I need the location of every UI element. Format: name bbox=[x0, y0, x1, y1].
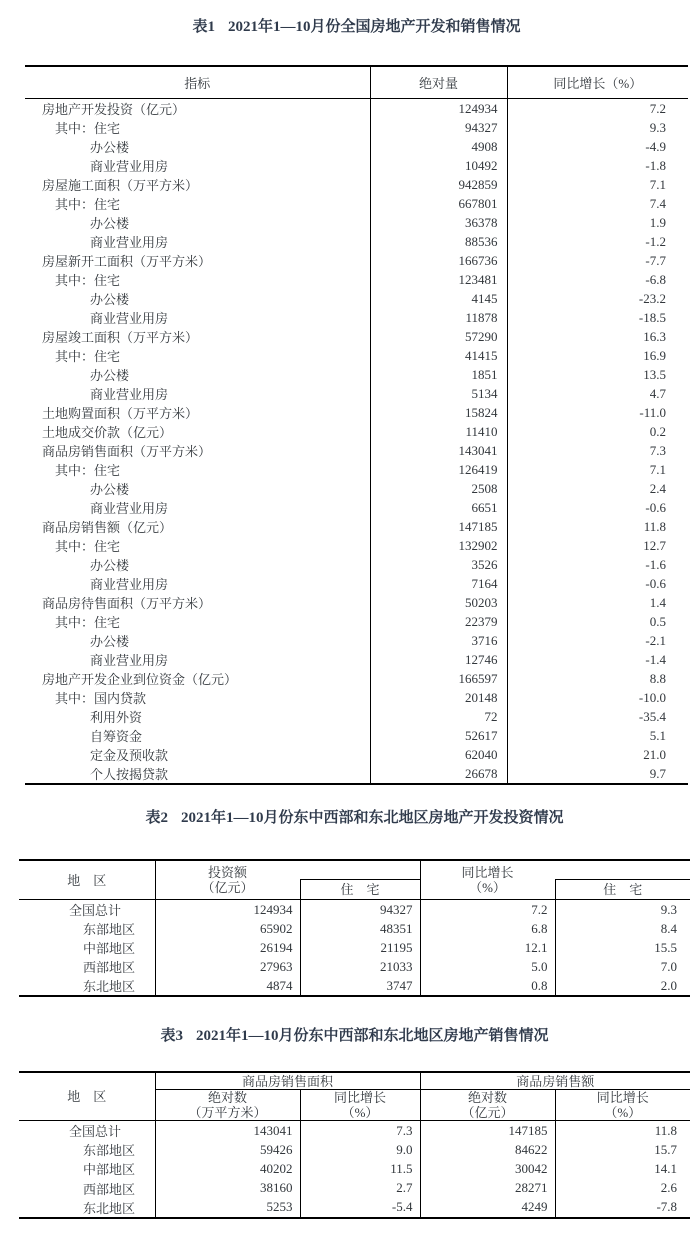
growth-label: 同比增长 bbox=[596, 1090, 649, 1105]
abs-label: 绝对数 bbox=[468, 1090, 508, 1105]
cell-area_growth: -5.4 bbox=[300, 1198, 420, 1217]
cell-region: 西部地区 bbox=[83, 960, 136, 975]
cell-abs: 132902 bbox=[370, 536, 507, 555]
cell-abs: 667801 bbox=[370, 194, 507, 213]
cell-label: 商品房待售面积（万平方米） bbox=[42, 596, 212, 611]
cell-amount_growth: 11.8 bbox=[555, 1121, 690, 1141]
table-row bbox=[25, 669, 688, 688]
table3-body bbox=[19, 1121, 690, 1217]
cell-label: 商业营业用房 bbox=[90, 311, 169, 326]
cell-inv_residential: 94327 bbox=[300, 900, 420, 920]
table3-title bbox=[19, 1024, 690, 1045]
cell-abs: 126419 bbox=[370, 460, 507, 479]
table-row bbox=[25, 251, 688, 270]
cell-abs: 15824 bbox=[370, 403, 507, 422]
table-row bbox=[25, 346, 688, 365]
investment-label: 投资额 bbox=[207, 865, 247, 880]
table-row bbox=[25, 498, 688, 517]
cell-abs: 12746 bbox=[370, 650, 507, 669]
cell-label: 其中：住宅 bbox=[55, 463, 121, 478]
table2 bbox=[19, 859, 690, 997]
table-row bbox=[25, 517, 688, 536]
cell-amount_abs: 30042 bbox=[420, 1159, 555, 1178]
cell-growth_residential: 8.4 bbox=[555, 919, 690, 938]
cell-abs: 123481 bbox=[370, 270, 507, 289]
cell-label: 其中：住宅 bbox=[55, 539, 121, 554]
cell-area_abs: 5253 bbox=[155, 1198, 300, 1217]
cell-abs: 57290 bbox=[370, 327, 507, 346]
cell-abs: 3716 bbox=[370, 631, 507, 650]
table2-header-spacer-2 bbox=[555, 861, 690, 880]
cell-growth: 12.1 bbox=[420, 938, 555, 957]
cell-label: 其中：国内贷款 bbox=[55, 691, 147, 706]
cell-region: 东部地区 bbox=[83, 922, 136, 937]
cell-area_growth: 11.5 bbox=[300, 1159, 420, 1178]
cell-growth_residential: 9.3 bbox=[555, 900, 690, 920]
cell-growth_residential: 7.0 bbox=[555, 957, 690, 976]
cell-growth: 9.7 bbox=[507, 764, 688, 783]
cell-growth: 8.8 bbox=[507, 669, 688, 688]
table1-title bbox=[25, 15, 688, 36]
table-row bbox=[25, 650, 688, 669]
cell-abs: 147185 bbox=[370, 517, 507, 536]
cell-growth: 6.8 bbox=[420, 919, 555, 938]
table1-header-indicator: 指标 bbox=[25, 67, 370, 99]
cell-label: 其中：住宅 bbox=[55, 615, 121, 630]
cell-label: 商业营业用房 bbox=[90, 501, 169, 516]
cell-growth: 7.2 bbox=[420, 900, 555, 920]
cell-abs: 3526 bbox=[370, 555, 507, 574]
cell-label: 办公楼 bbox=[90, 368, 130, 383]
cell-label: 办公楼 bbox=[90, 482, 130, 497]
cell-label: 办公楼 bbox=[90, 634, 130, 649]
cell-abs: 41415 bbox=[370, 346, 507, 365]
table-row bbox=[25, 612, 688, 631]
cell-label: 办公楼 bbox=[90, 558, 130, 573]
cell-label: 房地产开发企业到位资金（亿元） bbox=[42, 672, 238, 687]
table-row bbox=[19, 1179, 690, 1198]
cell-investment: 4874 bbox=[155, 976, 300, 995]
cell-growth: 2.4 bbox=[507, 479, 688, 498]
cell-label: 土地购置面积（万平方米） bbox=[42, 406, 199, 421]
table-row bbox=[25, 707, 688, 726]
cell-growth: -0.6 bbox=[507, 498, 688, 517]
table3-header-amount-growth bbox=[555, 1090, 690, 1121]
cell-area_growth: 7.3 bbox=[300, 1121, 420, 1141]
cell-label: 商业营业用房 bbox=[90, 577, 169, 592]
table-row bbox=[19, 1140, 690, 1159]
table2-header-region: 地 区 bbox=[19, 861, 155, 900]
table-row bbox=[25, 536, 688, 555]
cell-growth: -1.8 bbox=[507, 156, 688, 175]
cell-abs: 124934 bbox=[370, 99, 507, 119]
cell-label: 办公楼 bbox=[90, 216, 130, 231]
cell-label: 办公楼 bbox=[90, 140, 130, 155]
table3-header-sales-area-group: 商品房销售面积 bbox=[155, 1073, 420, 1090]
cell-growth: 0.2 bbox=[507, 422, 688, 441]
cell-label: 自筹资金 bbox=[90, 729, 143, 744]
cell-abs: 942859 bbox=[370, 175, 507, 194]
table-row bbox=[19, 919, 690, 938]
cell-inv_residential: 3747 bbox=[300, 976, 420, 995]
table2-header-residential-2: 住 宅 bbox=[555, 880, 690, 900]
cell-amount_abs: 147185 bbox=[420, 1121, 555, 1141]
table-row bbox=[25, 232, 688, 251]
cell-growth: 5.1 bbox=[507, 726, 688, 745]
table-row bbox=[25, 593, 688, 612]
cell-label: 定金及预收款 bbox=[90, 748, 169, 763]
cell-abs: 1851 bbox=[370, 365, 507, 384]
cell-abs: 72 bbox=[370, 707, 507, 726]
table3-header-sales-amount-group: 商品房销售额 bbox=[420, 1073, 690, 1090]
cell-growth: 21.0 bbox=[507, 745, 688, 764]
cell-abs: 7164 bbox=[370, 574, 507, 593]
table-row bbox=[19, 1198, 690, 1217]
cell-area_abs: 59426 bbox=[155, 1140, 300, 1159]
table-row bbox=[25, 118, 688, 137]
cell-region: 中部地区 bbox=[83, 1162, 136, 1178]
cell-growth: 5.0 bbox=[420, 957, 555, 976]
cell-growth: -1.6 bbox=[507, 555, 688, 574]
cell-amount_abs: 28271 bbox=[420, 1179, 555, 1198]
cell-inv_residential: 48351 bbox=[300, 919, 420, 938]
cell-abs: 36378 bbox=[370, 213, 507, 232]
cell-growth: 16.3 bbox=[507, 327, 688, 346]
table-row bbox=[19, 957, 690, 976]
cell-amount_growth: -7.8 bbox=[555, 1198, 690, 1217]
cell-growth: 13.5 bbox=[507, 365, 688, 384]
cell-growth_residential: 15.5 bbox=[555, 938, 690, 957]
table2-header-row-1 bbox=[19, 861, 690, 880]
cell-growth: 7.4 bbox=[507, 194, 688, 213]
table3-title-text: 2021年1—10月份东中西部和东北地区房地产销售情况 bbox=[196, 1028, 549, 1044]
table-row bbox=[25, 631, 688, 650]
cell-abs: 10492 bbox=[370, 156, 507, 175]
cell-label: 其中：住宅 bbox=[55, 197, 121, 212]
cell-amount_growth: 15.7 bbox=[555, 1140, 690, 1159]
cell-abs: 94327 bbox=[370, 118, 507, 137]
cell-growth: 0.8 bbox=[420, 976, 555, 995]
cell-growth: 4.7 bbox=[507, 384, 688, 403]
cell-label: 房屋施工面积（万平方米） bbox=[42, 178, 199, 193]
table-row bbox=[25, 688, 688, 707]
cell-growth: 11.8 bbox=[507, 517, 688, 536]
table1-header-absolute: 绝对量 bbox=[370, 67, 507, 99]
table-row bbox=[25, 99, 688, 119]
cell-label: 利用外资 bbox=[90, 710, 143, 725]
cell-area_abs: 143041 bbox=[155, 1121, 300, 1141]
table-row bbox=[25, 403, 688, 422]
table-row bbox=[25, 422, 688, 441]
cell-region: 中部地区 bbox=[83, 941, 136, 956]
cell-growth: -2.1 bbox=[507, 631, 688, 650]
cell-growth: -7.7 bbox=[507, 251, 688, 270]
cell-growth: -35.4 bbox=[507, 707, 688, 726]
table-row bbox=[25, 137, 688, 156]
cell-growth: -23.2 bbox=[507, 289, 688, 308]
table-row bbox=[25, 726, 688, 745]
table2-body bbox=[19, 900, 690, 996]
cell-abs: 166736 bbox=[370, 251, 507, 270]
cell-inv_residential: 21033 bbox=[300, 957, 420, 976]
table1-header-growth: 同比增长（%） bbox=[507, 67, 688, 99]
cell-growth: -1.2 bbox=[507, 232, 688, 251]
table-row bbox=[25, 270, 688, 289]
cell-region: 全国总计 bbox=[69, 1124, 122, 1140]
cell-growth: -11.0 bbox=[507, 403, 688, 422]
cell-amount_abs: 4249 bbox=[420, 1198, 555, 1217]
table-row bbox=[19, 976, 690, 995]
table-row bbox=[25, 441, 688, 460]
table-row bbox=[19, 900, 690, 920]
cell-abs: 88536 bbox=[370, 232, 507, 251]
cell-investment: 26194 bbox=[155, 938, 300, 957]
cell-growth: -0.6 bbox=[507, 574, 688, 593]
cell-growth: 7.2 bbox=[507, 99, 688, 119]
table-row bbox=[25, 308, 688, 327]
table1-tag: 表1 bbox=[192, 19, 215, 35]
table2-title bbox=[19, 806, 690, 827]
table2-header-spacer-1 bbox=[300, 861, 420, 880]
cell-growth: 7.3 bbox=[507, 441, 688, 460]
table2-tag: 表2 bbox=[145, 810, 168, 826]
cell-amount_growth: 2.6 bbox=[555, 1179, 690, 1198]
cell-abs: 4145 bbox=[370, 289, 507, 308]
table-row bbox=[25, 175, 688, 194]
cell-label: 商业营业用房 bbox=[90, 159, 169, 174]
cell-label: 其中：住宅 bbox=[55, 349, 121, 364]
cell-label: 其中：住宅 bbox=[55, 273, 121, 288]
cell-growth: 16.9 bbox=[507, 346, 688, 365]
table3-header-region: 地 区 bbox=[19, 1073, 155, 1121]
cell-investment: 124934 bbox=[155, 900, 300, 920]
cell-area_growth: 9.0 bbox=[300, 1140, 420, 1159]
cell-label: 商业营业用房 bbox=[90, 387, 169, 402]
cell-abs: 50203 bbox=[370, 593, 507, 612]
cell-region: 西部地区 bbox=[83, 1181, 136, 1197]
cell-investment: 27963 bbox=[155, 957, 300, 976]
table-row bbox=[25, 194, 688, 213]
cell-growth: 1.4 bbox=[507, 593, 688, 612]
cell-label: 土地成交价款（亿元） bbox=[42, 425, 173, 440]
cell-abs: 26678 bbox=[370, 764, 507, 783]
amount-unit: （亿元） bbox=[461, 1105, 514, 1120]
table2-header-growth bbox=[420, 861, 555, 900]
table-row bbox=[25, 479, 688, 498]
table-row bbox=[25, 574, 688, 593]
cell-label: 商业营业用房 bbox=[90, 235, 169, 250]
cell-abs: 62040 bbox=[370, 745, 507, 764]
table-row bbox=[19, 1121, 690, 1141]
cell-growth: 12.7 bbox=[507, 536, 688, 555]
cell-growth: 1.9 bbox=[507, 213, 688, 232]
table-row bbox=[25, 156, 688, 175]
cell-region: 东部地区 bbox=[83, 1143, 136, 1159]
cell-label: 商品房销售额（亿元） bbox=[42, 520, 173, 535]
table1-title-text: 2021年1—10月份全国房地产开发和销售情况 bbox=[228, 19, 521, 35]
cell-abs: 2508 bbox=[370, 479, 507, 498]
cell-abs: 11878 bbox=[370, 308, 507, 327]
cell-abs: 166597 bbox=[370, 669, 507, 688]
table-row bbox=[25, 213, 688, 232]
cell-amount_growth: 14.1 bbox=[555, 1159, 690, 1178]
table3-header-area-growth bbox=[300, 1090, 420, 1121]
table-row bbox=[25, 289, 688, 308]
cell-region: 东北地区 bbox=[83, 979, 136, 994]
cell-abs: 52617 bbox=[370, 726, 507, 745]
table-row bbox=[25, 365, 688, 384]
cell-inv_residential: 21195 bbox=[300, 938, 420, 957]
cell-label: 房屋新开工面积（万平方米） bbox=[42, 254, 212, 269]
cell-investment: 65902 bbox=[155, 919, 300, 938]
cell-label: 房地产开发投资（亿元） bbox=[42, 102, 186, 117]
table3 bbox=[19, 1071, 690, 1219]
cell-growth: -4.9 bbox=[507, 137, 688, 156]
table-row bbox=[25, 745, 688, 764]
growth-unit: （%） bbox=[469, 880, 506, 895]
table-row bbox=[19, 938, 690, 957]
cell-growth: -6.8 bbox=[507, 270, 688, 289]
cell-label: 商品房销售面积（万平方米） bbox=[42, 444, 212, 459]
growth-unit: （%） bbox=[604, 1105, 642, 1120]
table-row bbox=[25, 764, 688, 783]
investment-unit: （亿元） bbox=[201, 880, 254, 895]
table3-header-amount-abs bbox=[420, 1090, 555, 1121]
cell-growth: 7.1 bbox=[507, 460, 688, 479]
table2-header-investment bbox=[155, 861, 300, 900]
growth-unit: （%） bbox=[341, 1105, 379, 1120]
cell-label: 办公楼 bbox=[90, 292, 130, 307]
cell-abs: 5134 bbox=[370, 384, 507, 403]
table-row bbox=[25, 384, 688, 403]
cell-label: 房屋竣工面积（万平方米） bbox=[42, 330, 199, 345]
cell-region: 全国总计 bbox=[69, 903, 122, 918]
table2-header-residential-1: 住 宅 bbox=[300, 880, 420, 900]
growth-label: 同比增长 bbox=[334, 1090, 387, 1105]
cell-label: 商业营业用房 bbox=[90, 653, 169, 668]
area-unit: （万平方米） bbox=[188, 1105, 267, 1120]
cell-abs: 4908 bbox=[370, 137, 507, 156]
abs-label: 绝对数 bbox=[207, 1090, 247, 1105]
table-row bbox=[25, 460, 688, 479]
cell-growth: 7.1 bbox=[507, 175, 688, 194]
cell-growth: -18.5 bbox=[507, 308, 688, 327]
table3-header-row-1 bbox=[19, 1073, 690, 1090]
table3-tag: 表3 bbox=[160, 1028, 183, 1044]
table1 bbox=[25, 65, 688, 785]
cell-abs: 11410 bbox=[370, 422, 507, 441]
cell-area_abs: 38160 bbox=[155, 1179, 300, 1198]
cell-area_abs: 40202 bbox=[155, 1159, 300, 1178]
cell-growth: -1.4 bbox=[507, 650, 688, 669]
growth-label: 同比增长 bbox=[461, 865, 514, 880]
table-row bbox=[25, 555, 688, 574]
cell-abs: 6651 bbox=[370, 498, 507, 517]
cell-area_growth: 2.7 bbox=[300, 1179, 420, 1198]
cell-abs: 22379 bbox=[370, 612, 507, 631]
cell-growth: -10.0 bbox=[507, 688, 688, 707]
cell-amount_abs: 84622 bbox=[420, 1140, 555, 1159]
table2-title-text: 2021年1—10月份东中西部和东北地区房地产开发投资情况 bbox=[181, 810, 564, 826]
table1-header-row bbox=[25, 67, 688, 99]
cell-label: 个人按揭贷款 bbox=[90, 767, 169, 782]
table-row bbox=[25, 327, 688, 346]
cell-growth: 0.5 bbox=[507, 612, 688, 631]
table-row bbox=[19, 1159, 690, 1178]
cell-growth_residential: 2.0 bbox=[555, 976, 690, 995]
cell-growth: 9.3 bbox=[507, 118, 688, 137]
table1-body bbox=[25, 99, 688, 784]
cell-label: 其中：住宅 bbox=[55, 121, 121, 136]
cell-abs: 20148 bbox=[370, 688, 507, 707]
cell-abs: 143041 bbox=[370, 441, 507, 460]
cell-region: 东北地区 bbox=[83, 1200, 136, 1216]
table3-header-area-abs bbox=[155, 1090, 300, 1121]
